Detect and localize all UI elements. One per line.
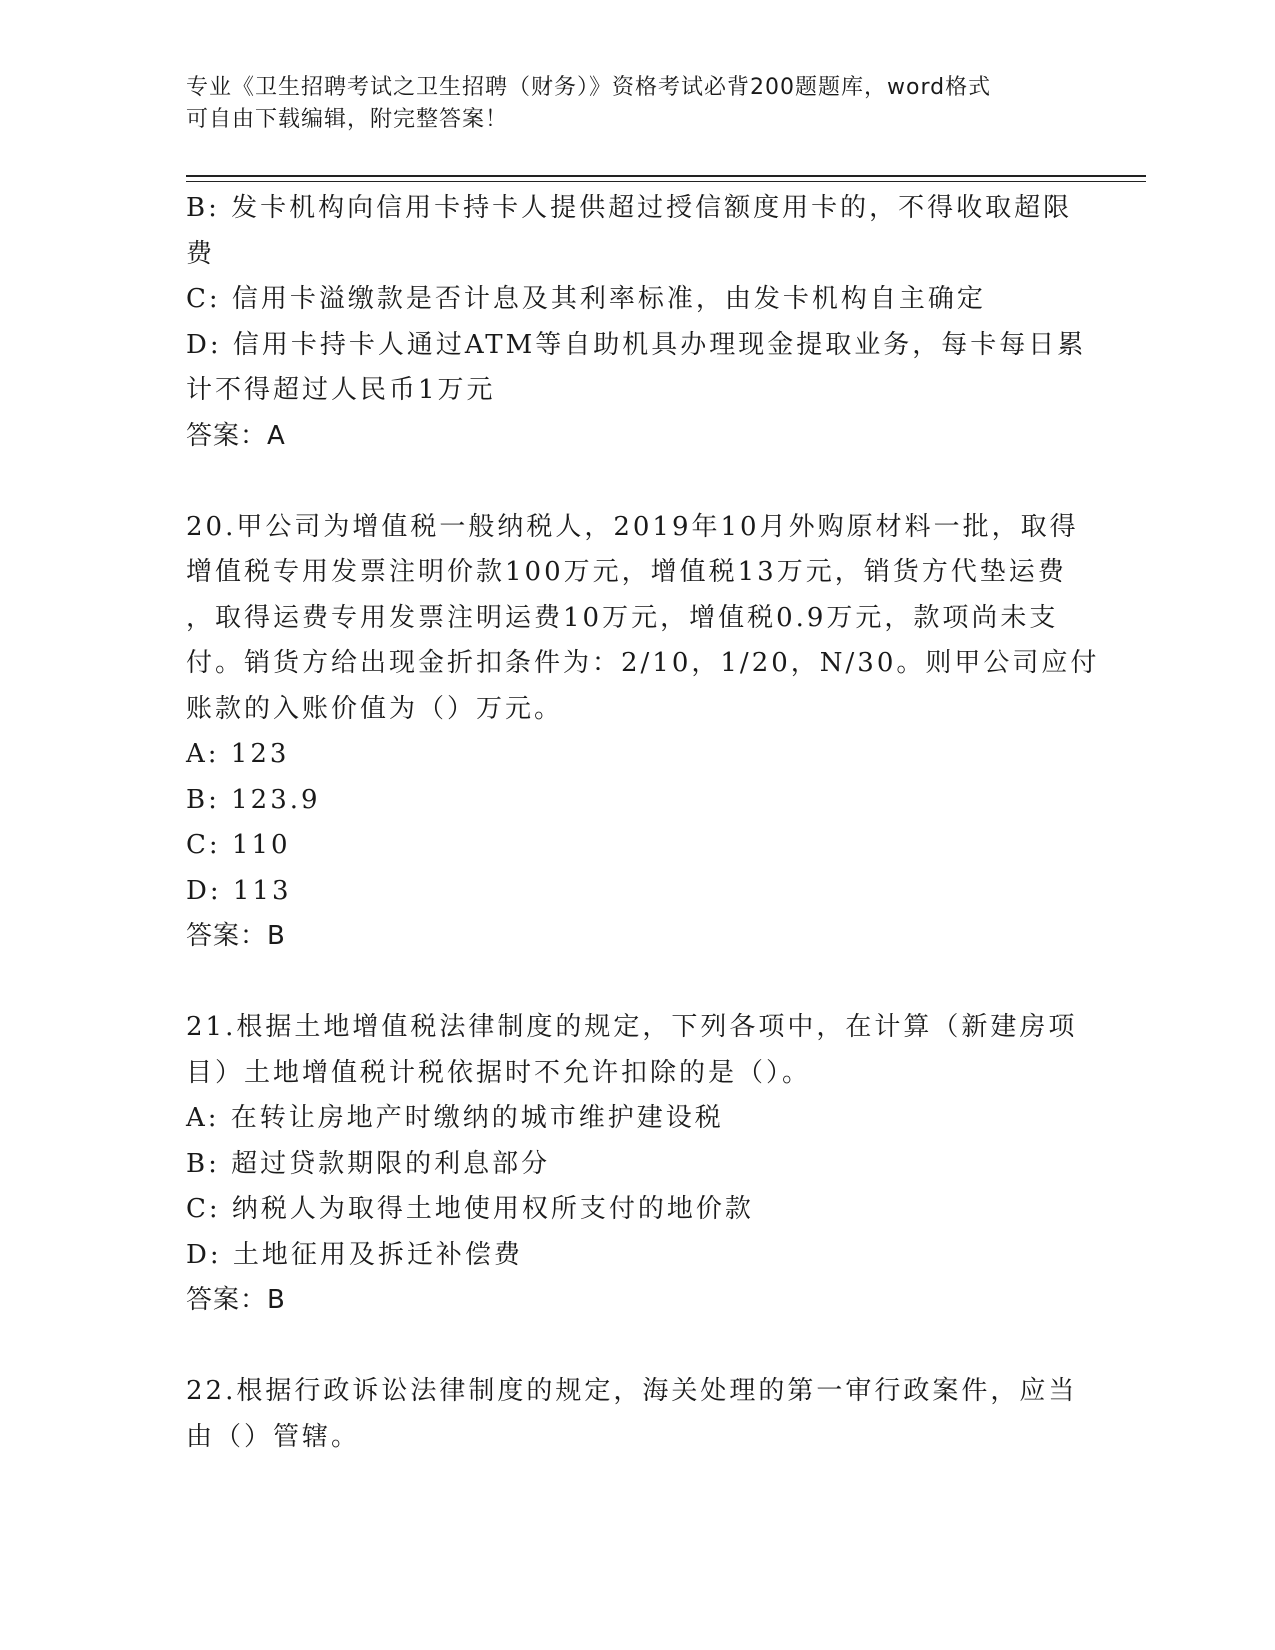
page-header [186, 72, 1066, 136]
question-text-line: 20.甲公司为增值税一般纳税人，2019年10月外购原材料一批，取得 [186, 511, 1079, 542]
question-text-line: 目）土地增值税计税依据时不允许扣除的是（）。 [186, 1057, 812, 1088]
answer: 答案：A [186, 420, 286, 451]
option-a: A: 在转让房地产时缴纳的城市维护建设税 [186, 1103, 724, 1133]
header-rule-thin [186, 181, 1146, 182]
option-c: C: 110 [186, 830, 291, 860]
question-text-line: 由（）管辖。 [186, 1421, 361, 1452]
question-text-line: 账款的入账价值为（）万元。 [186, 693, 564, 724]
question-19-continued [186, 186, 1086, 459]
question-22 [186, 1369, 1086, 1460]
answer: 答案：B [186, 1285, 286, 1315]
question-text-line: 21.根据土地增值税法律制度的规定，下列各项中，在计算（新建房项 [186, 1012, 1078, 1042]
spacer [186, 1324, 1086, 1370]
option-b-continued: 费 [186, 238, 216, 269]
option-c: C: 纳税人为取得土地使用权所支付的地价款 [186, 1194, 754, 1224]
question-21 [186, 1005, 1086, 1324]
header-line-2: 可自由下载编辑，附完整答案！ [186, 107, 509, 132]
option-d: D: 信用卡持卡人通过ATM等自助机具办理现金提取业务，每卡每日累 [186, 329, 1087, 360]
option-b: B: 123.9 [186, 784, 321, 815]
option-d-continued: 计不得超过人民币1万元 [186, 375, 496, 405]
question-text-line: ，取得运费专用发票注明运费10万元，增值税0.9万元，款项尚未支 [186, 602, 1059, 633]
option-a: A: 123 [186, 739, 290, 769]
option-b: B: 超过贷款期限的利息部分 [186, 1148, 551, 1179]
spacer [186, 459, 1086, 505]
option-c: C: 信用卡溢缴款是否计息及其利率标准，由发卡机构自主确定 [186, 284, 986, 314]
option-d: D: 113 [186, 875, 292, 906]
spacer [186, 960, 1086, 1006]
answer: 答案：B [186, 921, 286, 951]
option-d: D: 土地征用及拆迁补偿费 [186, 1239, 523, 1270]
header-rule-thick [186, 175, 1146, 177]
question-text-line: 22.根据行政诉讼法律制度的规定，海关处理的第一审行政案件，应当 [186, 1376, 1078, 1406]
question-20 [186, 505, 1100, 960]
header-line-1: 专业《卫生招聘考试之卫生招聘（财务）》资格考试必背200题题库，word格式 [186, 75, 992, 100]
option-b: B: 发卡机构向信用卡持卡人提供超过授信额度用卡的，不得收取超限 [186, 193, 1073, 223]
question-text-line: 增值税专用发票注明价款100万元，增值税13万元，销货方代垫运费 [186, 557, 1067, 587]
question-text-line: 付。销货方给出现金折扣条件为：2/10，1/20，N/30。则甲公司应付 [186, 648, 1100, 678]
document-body [186, 186, 1100, 1460]
